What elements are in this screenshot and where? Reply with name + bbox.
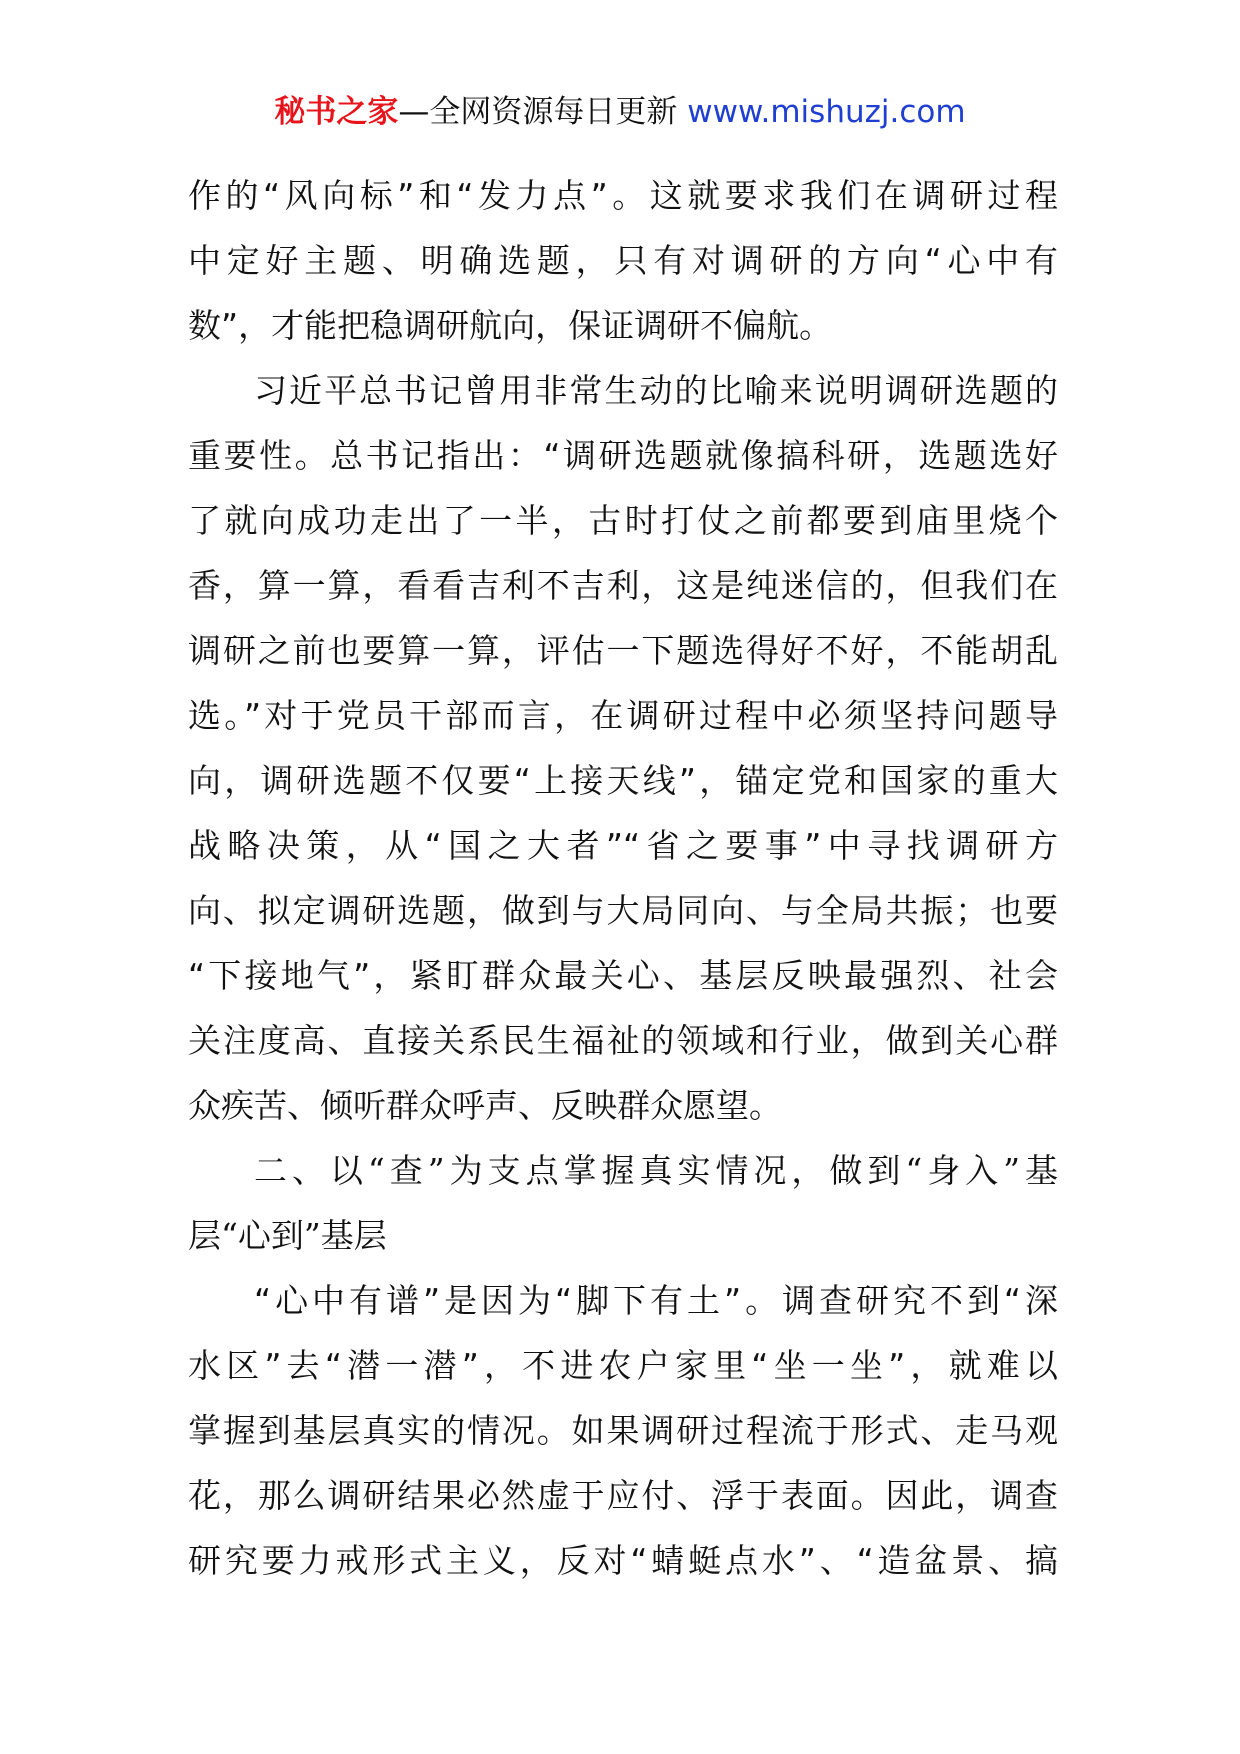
text-line: 了就向成功走出了一半，古时打仗之前都要到庙里烧个 [188,501,1058,540]
text-line: 花，那么调研结果必然虚于应付、浮于表面。因此，调查 [188,1476,1058,1515]
section-heading [188,1138,1058,1268]
paragraph [188,1268,1058,1593]
text-line: 关注度高、直接关系民生福祉的领域和行业，做到关心群 [188,1021,1058,1060]
text-line: “下接地气”，紧盯群众最关心、基层反映最强烈、社会 [188,956,1058,995]
text-line: 向、拟定调研选题，做到与大局同向、与全局共振；也要 [188,891,1058,930]
paragraph [188,358,1058,1138]
text-line: 作的“风向标”和“发力点”。这就要求我们在调研过程 [188,176,1058,215]
page-header [0,92,1240,132]
header-tagline: —全网资源每日更新 [398,94,688,130]
heading-line: 二、以“查”为支点掌握真实情况，做到“身入”基 [254,1151,1058,1190]
text-line: 向，调研选题不仅要“上接天线”，锚定党和国家的重大 [188,761,1058,800]
text-line: “心中有谱”是因为“脚下有土”。调查研究不到“深 [254,1281,1058,1320]
text-line: 水区”去“潜一潜”，不进农户家里“坐一坐”，就难以 [188,1346,1058,1385]
text-line: 战略决策，从“国之大者”“省之要事”中寻找调研方 [188,826,1058,865]
text-line: 数”，才能把稳调研航向，保证调研不偏航。 [188,306,833,345]
text-line: 掌握到基层真实的情况。如果调研过程流于形式、走马观 [188,1411,1058,1450]
document-body [188,163,1058,1593]
text-line: 选。”对于党员干部而言，在调研过程中必须坚持问题导 [188,696,1058,735]
heading-line: 层“心到”基层 [188,1216,387,1255]
text-line: 习近平总书记曾用非常生动的比喻来说明调研选题的 [254,371,1058,410]
text-line: 重要性。总书记指出：“调研选题就像搞科研，选题选好 [188,436,1058,475]
text-line: 研究要力戒形式主义，反对“蜻蜓点水”、“造盆景、搞 [188,1541,1058,1580]
site-url-link[interactable]: www.mishuzj.com [687,94,966,130]
text-line: 中定好主题、明确选题，只有对调研的方向“心中有 [188,241,1058,280]
text-line: 调研之前也要算一算，评估一下题选得好不好，不能胡乱 [188,631,1058,670]
text-line: 众疾苦、倾听群众呼声、反映群众愿望。 [188,1086,782,1125]
brand-name: 秘书之家 [274,94,399,130]
text-line: 香，算一算，看看吉利不吉利，这是纯迷信的，但我们在 [188,566,1058,605]
paragraph [188,163,1058,358]
